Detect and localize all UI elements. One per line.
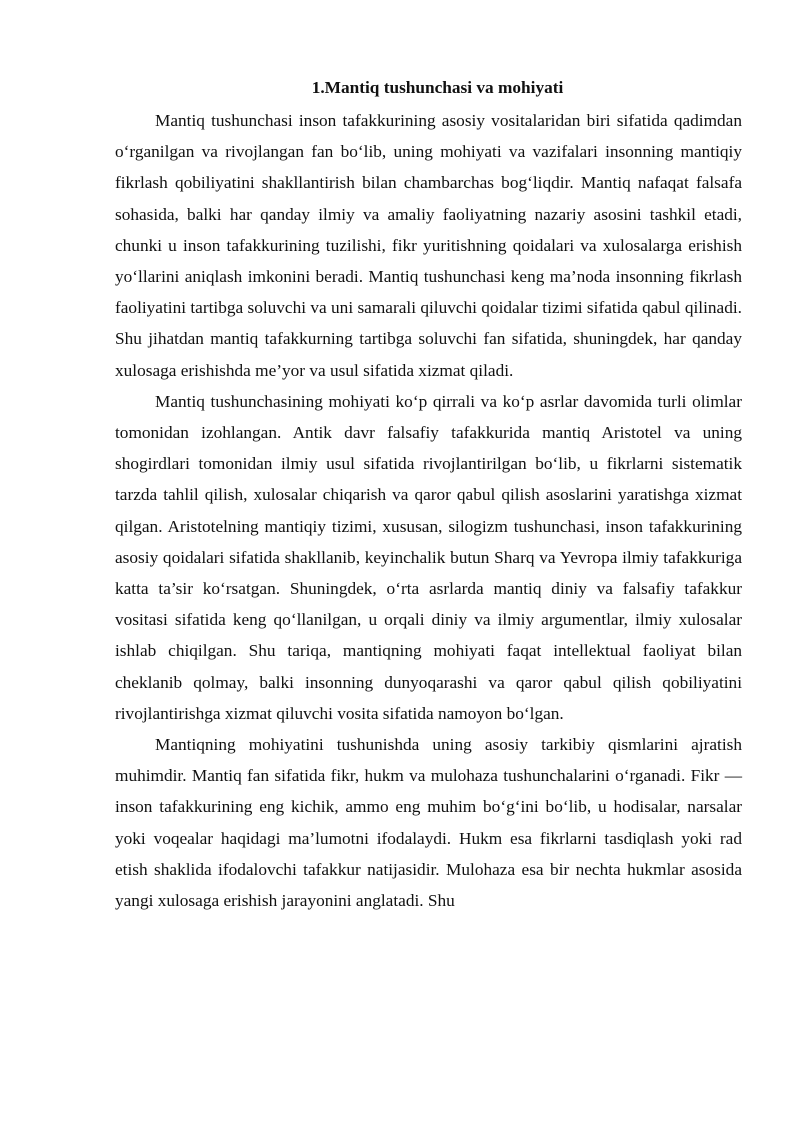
paragraph-2: Mantiq tushunchasining mohiyati ko‘p qirrali va ko‘p asrlar davomida turli olimlar tomonidan izohlangan. Antik davr falsafiy tafakkurida mantiq Aristotel va uning shogirdlari tomonidan ilmiy usul sifatida rivojlantirilgan bo‘lib, u fikrlarni sistematik tarzda tahlil qilish, xulosalar chiqarish va qaror qabul qilish asoslarini yaratishga xizmat qilgan. Aristotelning mantiqiy tizimi, xususan, silogizm tushunchasi, inson tafakkurining asosiy qoidalari sifatida shakllanib, keyinchalik butun Sharq va Yevropa ilmiy tafakkuriga katta ta’sir ko‘rsatgan. Shuningdek, o‘rta asrlarda mantiq diniy va falsafiy tafakkur vositasi sifatida keng qo‘llanilgan, u orqali diniy va ilmiy argumentlar, ilmiy xulosalar ishlab chiqilgan. Shu tariqa, mantiqning mohiyati faqat intellektual faoliyat bilan cheklanib qolmay, balki insonning dunyoqarashi va qaror qabul qilish qobiliyatini rivojlantirishga xizmat qiluvchi vosita sifatida namoyon bo‘lgan. (115, 391, 742, 723)
paragraph-1: Mantiq tushunchasi inson tafakkurining asosiy vositalaridan biri sifatida qadimdan o‘rganilgan va rivojlangan fan bo‘lib, uning mohiyati va vazifalari insonning mantiqiy fikrlash qobiliyatini shakllantirish bilan chambarchas bog‘liqdir. Mantiq nafaqat falsafa sohasida, balki har qanday ilmiy va amaliy faoliyatning nazariy asosini tashkil etadi, chunki u inson tafakkurining tuzilishi, fikr yuritishning qoidalari va xulosalarga erishish yo‘llarini aniqlash imkonini beradi. Mantiq tushunchasi keng ma’noda insonning fikrlash faoliyatini tartibga soluvchi va uni samarali qiluvchi qoidalar tizimi sifatida qabul qilinadi. Shu jihatdan mantiq tafakkurning tartibga soluvchi fan sifatida, shuningdek, har qanday xulosaga erishishda me’yor va usul sifatida xizmat qiladi. (115, 111, 742, 380)
paragraph-3: Mantiqning mohiyatini tushunishda uning asosiy tarkibiy qismlarini ajratish muhimdir. Mantiq fan sifatida fikr, hukm va mulohaza tushunchalarini o‘rganadi. Fikr — inson tafakkurining eng kichik, ammo eng muhim bo‘g‘ini bo‘lib, u hodisalar, narsalar yoki voqealar haqidagi ma’lumotni ifodalaydi. Hukm esa fikrlarni tasdiqlash yoki rad etish shaklida ifodalovchi tafakkur natijasidir. Mulohaza esa bir nechta hukmlar asosida yangi xulosaga erishish jarayonini anglatadi. Shu (115, 735, 742, 911)
section-title: 1.Mantiq tushunchasi va mohiyati (311, 78, 564, 97)
document-body (115, 74, 742, 916)
